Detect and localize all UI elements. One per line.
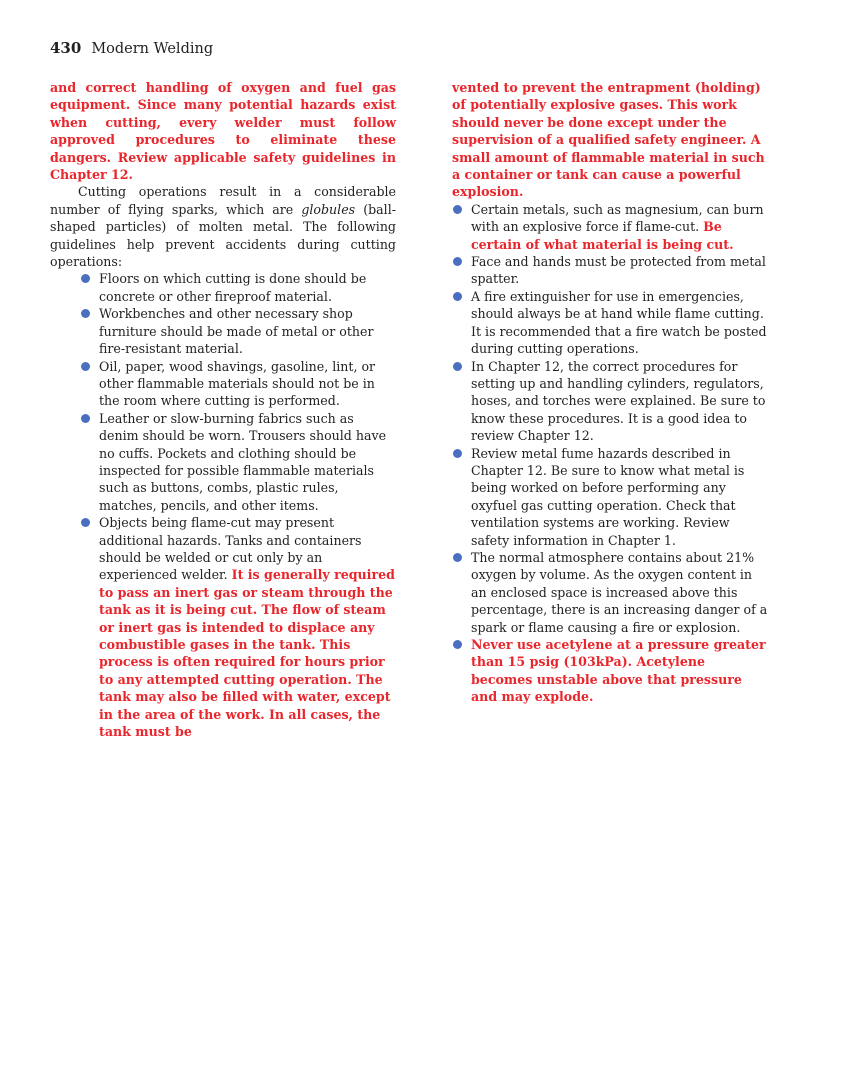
bullet-icon — [81, 362, 90, 371]
list-item — [471, 288, 768, 358]
list-item — [471, 636, 768, 706]
list-item — [471, 445, 768, 549]
item-text: A fire extinguisher for use in emergencies, should always be at hand while flame cutting. It is recommended that a fire watch be posted during cutting operations. — [471, 288, 767, 357]
list-item — [99, 270, 396, 305]
bullet-icon — [453, 640, 462, 649]
item-text: In Chapter 12, the correct procedures for setting up and handling cylinders, regulators, hoses, and torches were explained. Be sure to know these procedures. It is a good idea to review Chapter 12. — [471, 358, 766, 444]
continued-warning: vented to prevent the entrapment (holding) of potentially explosive gases. This work should never be done except under the supervision of a qualified safety engineer. A small amount of flammable material in such a container or tank can cause a powerful explosion. — [452, 80, 765, 200]
bullet-icon — [453, 292, 462, 301]
right-column — [452, 79, 768, 706]
list-item — [99, 305, 396, 357]
bullet-icon — [81, 274, 90, 283]
bullet-icon — [81, 414, 90, 423]
list-item — [471, 253, 768, 288]
intro-warning: and correct handling of oxygen and fuel gas equipment. Since many potential hazards exist when cutting, every welder must follow approved procedures to eliminate these dangers. Review applicable safety guidelines in Chapter 12. — [50, 80, 396, 183]
bullet-icon — [453, 362, 462, 371]
bullet-icon — [453, 553, 462, 562]
item-warning: Never use acetylene at a pressure greater than 15 psig (103kPa). Acetylene becomes unstable above that pressure and may explode. — [471, 637, 766, 705]
intro-text-2: (ball-shaped particles) of molten metal. The following guidelines help prevent accidents during cutting operations: — [50, 201, 396, 270]
item-text: Certain metals, such as magnesium, can burn with an explosive force if flame-cut. — [471, 201, 764, 235]
item-text: Face and hands must be protected from metal spatter. — [471, 254, 766, 287]
item-warning: It is generally required to pass an inert gas or steam through the tank as it is being cut. The flow of steam or inert gas is intended to displace any combustible gases in the tank. This process is often required for hours prior to any attempted cutting operation. The tank may also be filled with water, except in the area of the work. In all cases, the tank must be — [99, 567, 395, 740]
item-text: Oil, paper, wood shavings, gasoline, lint, or other flammable materials should not be in the room where cutting is performed. — [99, 358, 376, 409]
item-text: Floors on which cutting is done should be concrete or other fireproof material. — [99, 271, 367, 304]
book-title: Modern Welding — [91, 41, 214, 57]
bullet-icon — [453, 205, 462, 214]
bullet-icon — [453, 449, 462, 458]
bullet-icon — [81, 309, 90, 318]
right-bullet-list — [452, 201, 768, 706]
intro-text-1: Cutting operations result in a considerable number of flying sparks, which are — [50, 184, 396, 217]
list-item — [99, 358, 396, 410]
left-bullet-list — [50, 270, 396, 740]
list-item — [471, 549, 768, 636]
bullet-icon — [453, 257, 462, 266]
page-header — [50, 39, 213, 58]
item-text: The normal atmosphere contains about 21% oxygen by volume. As the oxygen content in an enclosed space is increased above this percentage, there is an increasing danger of a spark or flame causing a fire or explosion. — [471, 549, 768, 635]
list-item — [471, 201, 768, 253]
term-globules: globules — [301, 201, 356, 217]
item-text: Review metal fume hazards described in Chapter 12. Be sure to know what metal is being worked on before performing any oxyfuel gas cutting operation. Check that ventilation systems are working. Review safety information in Chapter 1. — [471, 445, 745, 548]
item-text: Workbenches and other necessary shop furniture should be made of metal or other fire-resistant material. — [99, 306, 374, 357]
list-item — [99, 410, 396, 514]
page-number: 430 — [50, 39, 82, 57]
list-item — [99, 514, 396, 740]
item-warning: Be certain of what material is being cut. — [471, 219, 734, 252]
item-text: Leather or slow-burning fabrics such as denim should be worn. Trousers should have no cuffs. Pockets and clothing should be inspected for possible flammable materials such as buttons, combs, plastic rules, matches, pencils, and other items. — [99, 410, 387, 513]
item-text: Objects being flame-cut may present additional hazards. Tanks and containers should be welded or cut only by an experienced welder. — [99, 515, 362, 583]
list-item — [471, 358, 768, 445]
bullet-icon — [81, 518, 90, 527]
left-column — [50, 79, 396, 740]
intro-paragraph — [50, 183, 396, 270]
